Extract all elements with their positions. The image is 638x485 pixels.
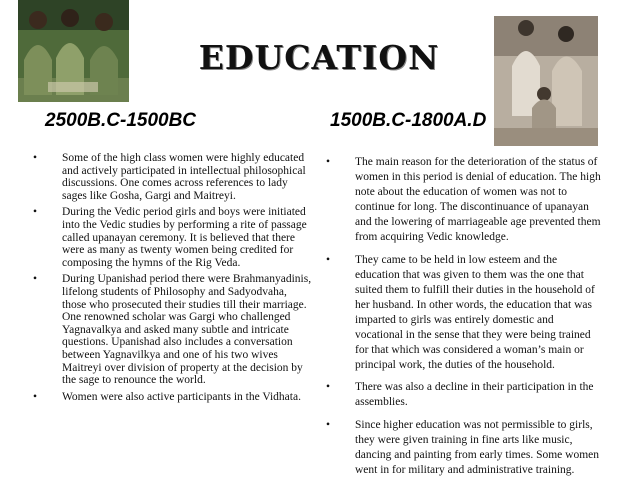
bullet-text: The main reason for the deterioration of the status of women in this period is denial of education. The high note about the education of women was not to continue for long. The discontinuance of upanayan and the lowering of marriageable age prevented them from acquiring Vedic knowledge. [355,156,601,244]
right-column-heading: 1500B.C-1800A.D [330,110,487,131]
bullet-text: During Upanishad period there were Brahmanyadinis, lifelong students of Philosophy and Sadyodvaha, those who prosecuted their studies till their marriage. One renowned scholar was Gargi who challenged Yagnavalkya and asked many subtle and intricate questions. Upanishad also includes a conversation between Yagnavilkya and one of his two wives Maitreyi over division of property at the decision by the sage to renounce the world. [62,273,312,387]
slide-title: EDUCATION [198,38,440,77]
bullet-icon: • [326,156,331,168]
list-item [326,418,604,478]
list-item [33,391,313,404]
bullet-text: Since higher education was not permissible to girls, they were given training in fine arts like music, dancing and painting from early times. Some women went in for military and administrative training. [355,418,599,476]
list-item [33,152,313,202]
right-bullet-list [326,155,604,485]
bullet-icon: • [33,273,38,286]
sepia-family-photo [494,16,598,146]
bullet-text: Women were also active participants in the Vidhata. [62,390,301,403]
list-item [33,206,313,269]
list-item [326,380,604,410]
bullet-text: Some of the high class women were highly educated and actively participated in intellectual philosophical discussions. One comes across references to lady sages like Gosha, Gargi and Maitreyi. [62,152,306,202]
bullet-text: During the Vedic period girls and boys were initiated into the Vedic studies by performing a rite of passage called upanayan ceremony. It is believed that there were as many as twenty women being credited for composing the hymns of the Rig Veda. [62,206,307,269]
bullet-icon: • [326,381,331,394]
list-item [326,253,604,374]
bullet-text: They came to be held in low esteem and the education that was given to them was the one that suited them to fulfill their duties in the household of her husband. In other words, the education that was imparted to girls was entirely domestic and vocational in the sense that they were being trained for that which was considered a woman’s main or principal work, the duties of the household. [355,253,595,372]
bullet-icon: • [33,152,38,164]
bullet-icon: • [33,390,38,403]
bullet-icon: • [326,418,331,431]
left-column-heading: 2500B.C-1500BC [45,110,197,131]
bullet-text: There was also a decline in their participation in the assemblies. [355,381,594,409]
list-item [33,273,313,386]
bullet-icon: • [33,206,38,219]
left-bullet-list [33,152,313,407]
list-item [326,155,604,246]
bullet-icon: • [326,253,331,266]
